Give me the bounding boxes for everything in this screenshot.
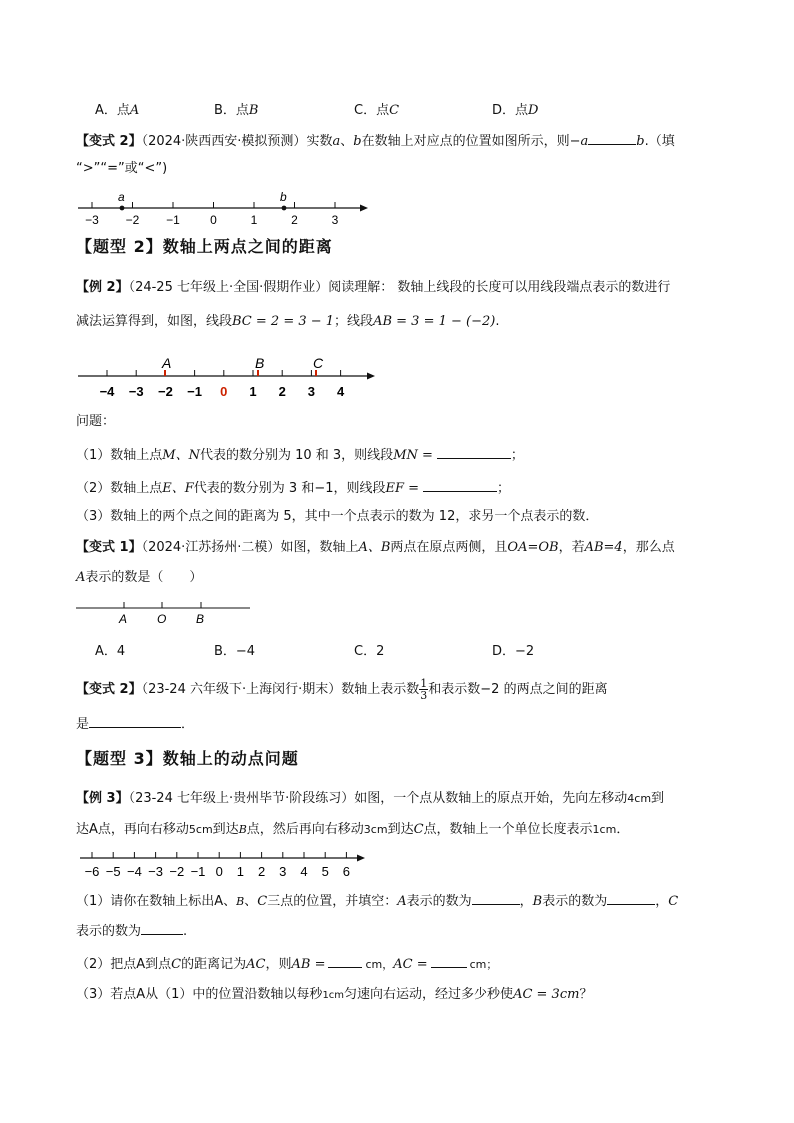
tick-label: −3	[148, 864, 164, 879]
section-heading-type3: 【题型 3】数轴上的动点问题	[76, 749, 299, 768]
tick-label: 2	[257, 864, 266, 879]
tick-label: 4	[300, 864, 308, 879]
example3-q1-line2: 表示的数为 .	[76, 924, 188, 939]
tick-label: 3	[307, 384, 316, 399]
tick-label: −2	[157, 384, 173, 399]
tick-label: 1	[250, 213, 258, 227]
tick-label: 1	[236, 864, 245, 879]
point-C-label: C	[313, 355, 324, 371]
example2-q2: （2）数轴上点E、F代表的数分别为 3 和−1，则线段EF = ；	[76, 481, 511, 496]
tick-label: −4	[126, 864, 142, 879]
axis-arrow	[357, 855, 365, 862]
variant2-line2: “>”“=”或“<”)	[76, 161, 168, 176]
tick-label: 2	[291, 213, 298, 227]
number-line-motion	[0, 848, 794, 882]
example3-q3: （3）若点A从（1）中的位置沿数轴以每秒1cm匀速向右运动，经过多少秒使AC = 3cm？	[76, 987, 593, 1002]
tick-label: 0	[215, 864, 223, 879]
option-b[interactable]: B．−4	[214, 644, 256, 659]
example2-q1: （1）数轴上点M、N代表的数分别为 10 和 3，则线段MN = ；	[76, 448, 524, 463]
example3-q1-line1: （1）请你在数轴上标出A、B、C三点的位置，并填空：A表示的数为 ，B表示的数为 ，C	[76, 894, 679, 909]
number-line-ab	[0, 188, 794, 228]
option-a[interactable]: A．点A	[95, 103, 140, 118]
point-a-dot	[120, 206, 125, 211]
example3-line2: 达A点，再向右移动5cm到达B点，然后再向右移动3cm到达C点，数轴上一个单位长度表示1cm．	[76, 822, 630, 837]
variant2b-line2: 是 ．	[76, 717, 195, 732]
label-A: A	[119, 612, 128, 626]
tick-label: 5	[321, 864, 329, 879]
answer-blank-ab[interactable]	[328, 955, 362, 968]
point-A-label: A	[162, 355, 172, 371]
section-heading-type2: 【题型 2】数轴上两点之间的距离	[76, 237, 333, 256]
example3-line1: 【例 3】（23-24 七年级上·贵州毕节·阶段练习）如图，一个点从数轴上的原点开始，先向左移动4cm到	[76, 791, 665, 806]
tick-label: −5	[105, 864, 121, 879]
option-d[interactable]: D．−2	[492, 644, 535, 659]
example2-line1: 【例 2】（24-25 七年级上·全国·假期作业）阅读理解： 数轴上线段的长度可以用线段端点表示的数进行	[76, 280, 671, 295]
answer-blank-distance[interactable]	[89, 715, 181, 728]
tick-label: −6	[84, 864, 100, 879]
point-b-label: b	[280, 190, 287, 204]
axis-arrow	[360, 205, 368, 212]
answer-blank-c[interactable]	[141, 922, 183, 935]
fraction-one-third: $\frac{1}{3}$	[420, 677, 428, 702]
answer-blank-a[interactable]	[472, 892, 520, 905]
answer-blank-ef[interactable]	[423, 479, 497, 492]
variant1-line2: A表示的数是（ ）	[76, 570, 203, 585]
tick-label: −2	[125, 213, 140, 227]
variant1-line1: 【变式 1】（2024·江苏扬州·二模）如图，数轴上A、B两点在原点两侧，且OA=OB，若AB=4，那么点	[76, 540, 675, 555]
tick-label: −2	[169, 864, 185, 879]
variant2-line1: 【变式 2】（2024·陕西西安·模拟预测）实数a、b在数轴上对应点的位置如图所示，则−a b.（填	[76, 134, 675, 149]
tick-label: −1	[187, 384, 203, 399]
questions-label: 问题：	[76, 414, 116, 429]
example3-q2: （2）把点A到点C的距离记为AC，则AB = cm，AC = cm；	[76, 957, 498, 972]
tick-label: −3	[85, 213, 99, 227]
tick-label: −3	[128, 384, 144, 399]
variant2b-line1: 【变式 2】（23-24 六年级下·上海闵行·期末）数轴上表示数 $\frac{1}{3}$ 和表示数−2 的两点之间的距离	[76, 677, 608, 702]
answer-blank-mn[interactable]	[437, 446, 511, 459]
option-c[interactable]: C．2	[354, 644, 385, 659]
answer-blank[interactable]	[588, 132, 636, 145]
tick-label: 0	[210, 213, 217, 227]
point-B-label: B	[255, 355, 265, 371]
tick-label: 6	[342, 864, 351, 879]
tick-label: 3	[331, 213, 339, 227]
option-a[interactable]: A．4	[95, 644, 126, 659]
answer-blank-ac[interactable]	[431, 955, 467, 968]
axis-arrow	[367, 373, 375, 380]
tick-label: −1	[190, 864, 206, 879]
tick-label: 3	[279, 864, 287, 879]
tick-label: 4	[336, 384, 345, 399]
label-O: O	[157, 612, 167, 626]
tick-label: 1	[249, 384, 257, 399]
example2-q3: （3）数轴上的两个点之间的距离为 5，其中一个点表示的数为 12，求另一个点表示的数．	[76, 509, 599, 524]
tick-label: −1	[166, 213, 180, 227]
point-a-label: a	[118, 190, 125, 204]
answer-blank-b[interactable]	[607, 892, 655, 905]
number-line-abc	[0, 352, 794, 402]
tick-label: −4	[99, 384, 115, 399]
option-b[interactable]: B．点B	[214, 103, 259, 118]
tick-label: 0	[220, 384, 228, 399]
tick-label: 2	[278, 384, 286, 399]
number-line-aob	[0, 598, 794, 628]
example2-line2: 减法运算得到，如图，线段BC = 2 = 3 − 1；线段AB = 3 = 1 − (−2).	[76, 314, 500, 329]
option-c[interactable]: C．点C	[354, 103, 400, 118]
point-b-dot	[282, 206, 287, 211]
option-d[interactable]: D．点D	[492, 103, 539, 118]
label-B: B	[196, 612, 205, 626]
